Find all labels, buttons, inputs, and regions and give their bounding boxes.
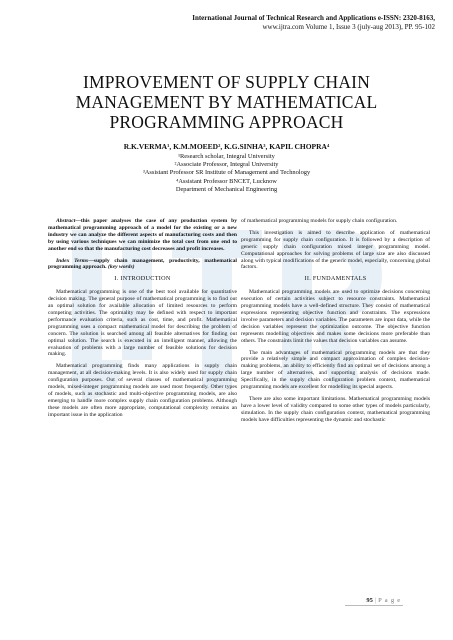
affiliation-2: ²Associate Professor, Integral University <box>174 161 279 169</box>
page-label: P a g e <box>378 597 401 604</box>
fundamentals-paragraph-3: There are also some important limitations. Mathematical programming models have a lower level of validity compared to some other types of models particularly, simulation. In the supply chain configuration context, mathematical programming models have difficulties representing the dynamic and stochastic <box>241 395 430 423</box>
page-number: 95 <box>366 597 373 604</box>
journal-issue-info: www.ijtra.com Volume 1, Issue 3 (july-aug 2013), PP. 95-102 <box>262 23 435 31</box>
abstract <box>48 218 237 253</box>
right-column <box>241 218 430 429</box>
index-terms-note: (key words) <box>107 264 135 271</box>
intro-paragraph-1: Mathematical programming is one of the best tool available for quantitative decision making. The general purpose of mathematical programming is to find out an optimal solution for available allocation of limited resources to perform competing activities. The optimality may be defined with respect to important performance evaluation criteria, such as cost, time, and profit. Mathematical programming uses a compact mathematical model for describing the problem of concern. The solution is searched among all feasible alternatives for finding out optimal solution. The search is executed in an intelligent manner, allowing the evaluation of problems with a large number of feasible solutions for decision making. <box>48 289 237 358</box>
abstract-label: Abstract <box>56 218 76 224</box>
department: Department of Mechanical Engineering <box>175 185 278 193</box>
title-line-1: IMPROVEMENT OF SUPPLY CHAIN <box>82 72 371 92</box>
footer-separator: | <box>374 597 377 604</box>
right-paragraph-2: This investigation is aimed to describe application of mathematical programming for supply chain configuration. It is followed by a description of generic supply chain configuration mixed integer programming model. Computational approaches for solving problems of large size are also discussed along with typical modifications of the generic model, especially, concerning global factors. <box>241 229 430 271</box>
author-list: R.K.VERMA¹, K.M.MOEED², K.G.SINHA³, KAPIL CHOPRA⁴ <box>123 142 330 151</box>
index-terms-text: —supply chain management, productivity, mathematical programming approach. <box>48 257 237 271</box>
page-footer <box>366 597 401 604</box>
right-paragraph-1: of mathematical programming models for supply chain configuration. <box>241 218 398 224</box>
fundamentals-paragraph-1: Mathematical programming models are used to optimize decisions concerning execution of certain activities subject to resource constraints. Mathematical programming models have a well-defined structure. They consist of mathematical expressions representing objective function and constraints. The expressions involve parameters and decision variables. The parameters are input data, while the decision variables represent the optimization outcome. The objective function represents modelling objectives and makes some decisions more preferable than others. The constraints limit the values that decision variables can assume. <box>241 289 430 344</box>
affiliations <box>30 153 423 194</box>
fundamentals-paragraph-2: The main advantages of mathematical programming models are that they provide a relatively simple and compact approximation of complex decision-making problems, an ability to efficiently find an optimal set of decisions among a large number of alternatives, and supporting analysis of decisions made. Specifically, in the supply chain configuration problem context, mathematical programming models are excellent for modelling its special aspects. <box>241 349 430 391</box>
footer-rule <box>345 605 403 606</box>
title-line-2: MANAGEMENT BY MATHEMATICAL <box>75 92 378 112</box>
paper-title <box>30 72 423 132</box>
index-terms-label: Index Terms <box>56 257 89 264</box>
journal-name: International Journal of Technical Research and Applications e-ISSN: 2320-8163, <box>192 14 435 22</box>
abstract-text: —this paper analyses the case of any production system by mathematical programming approach of a model for the existing or a new industry we can analyze the different aspects of manufacturing costs and then by using various techniques we can minimize the total cost from one end to another end so that the manufacturing cost decreases and profit increases. <box>48 218 237 252</box>
section-heading-introduction: I. INTRODUCTION <box>114 275 171 283</box>
left-column <box>48 218 237 424</box>
affiliation-3: ³Assistant Professor SR Institute of Management and Technology <box>142 169 311 177</box>
intro-paragraph-2: Mathematical programming finds many applications in supply chain management, at all decision-making levels. It is also widely used for supply chain configuration purposes. Out of several classes of mathematical programming models, mixed-integer programming models are used most frequently. Other types of models, such as stochastic and multi-objective programming models, are also emerging to handle more complex supply chain configuration problems. Although these models are often more appropriate, computational complexity remains an important issue in the application <box>48 363 237 418</box>
journal-header <box>105 14 435 32</box>
title-line-3: PROGRAMMING APPROACH <box>109 112 344 132</box>
affiliation-1: ¹Research scholar, Integral University <box>178 153 275 160</box>
index-terms <box>48 258 237 272</box>
section-heading-fundamentals: II. FUNDAMENTALS <box>304 275 367 283</box>
affiliation-4: ⁴Assistant Professor BNCET, Lucknow <box>176 177 277 185</box>
